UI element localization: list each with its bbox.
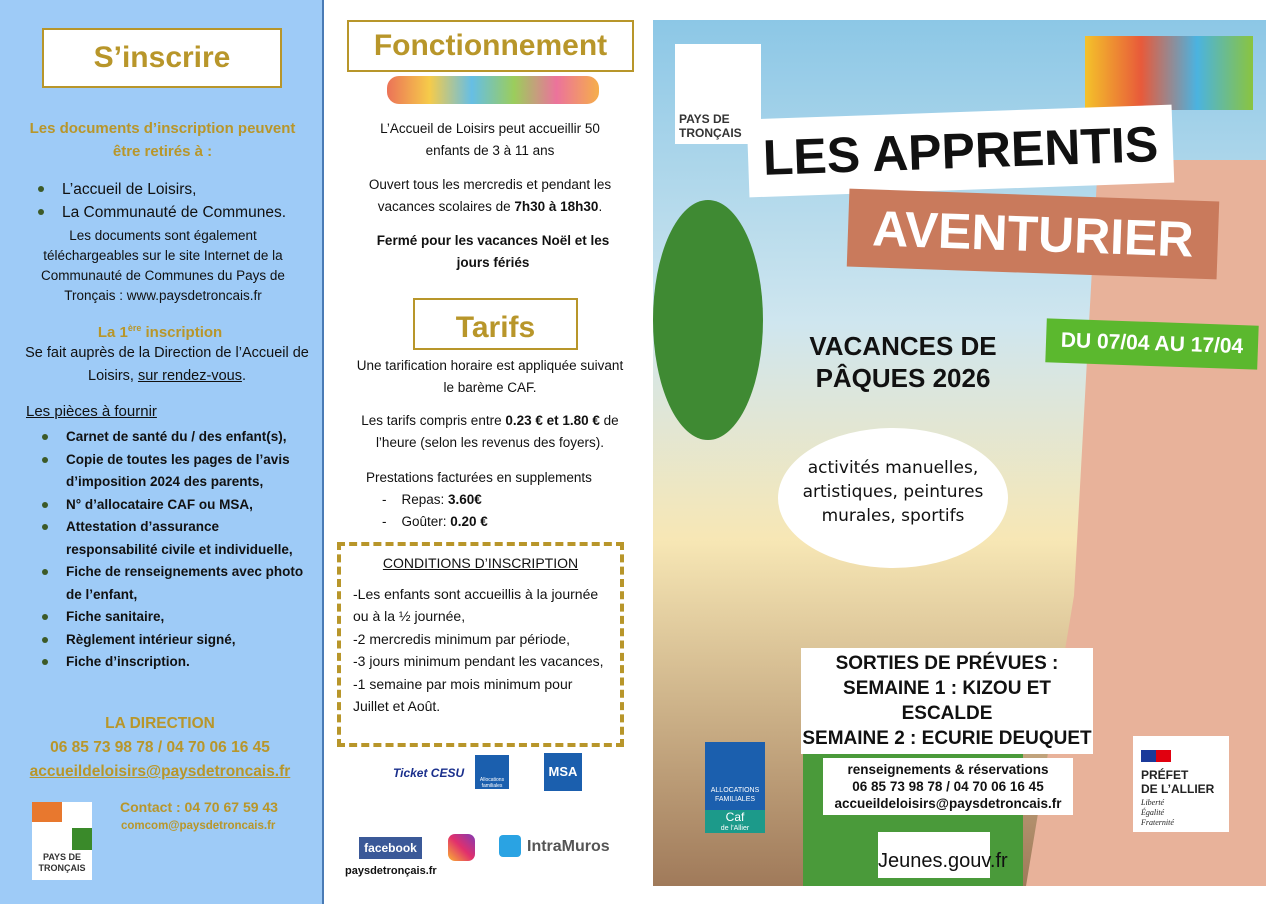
ticket-cesu-logo: Ticket CESU <box>393 766 465 780</box>
direction-title: LA DIRECTION <box>105 715 215 732</box>
opening-text: Ouvert tous les mercredis et pendant les vacances scolaires de 7h30 à 18h30. <box>368 177 612 214</box>
intramuros-icon[interactable] <box>499 835 521 857</box>
pieces-title: Les pièces à fournir <box>26 403 157 420</box>
fonctionnement-title: Fonctionnement <box>347 20 634 72</box>
instagram-icon[interactable] <box>448 834 475 861</box>
info-box <box>823 758 1073 815</box>
sorties-box <box>801 648 1093 754</box>
gouter-line: - Goûter: 0.20 € <box>382 514 488 529</box>
supplements-title: Prestations facturées en supplements <box>366 470 592 485</box>
poster-title-2: AVENTURIER <box>847 189 1219 280</box>
sorties-title: SORTIES DE PRÉVUES : <box>835 653 1059 674</box>
piece-item: Attestation d’assurance responsabilité civile et individuelle, <box>24 516 314 561</box>
piece-item: Fiche de renseignements avec photo de l’enfant, <box>24 561 314 606</box>
middle-panel <box>335 0 645 904</box>
vacances-title: VACANCES DE PÂQUES 2026 <box>809 331 997 393</box>
direction-email[interactable]: accueildeloisirs@paysdetroncais.fr <box>29 763 291 780</box>
condition-item: -Les enfants sont accueillis à la journée ou à la ½ journée, <box>353 585 599 624</box>
prefet-logo: PRÉFET DE L’ALLIER Liberté Égalité Fraternité <box>1133 736 1229 832</box>
conditions-box <box>337 542 624 747</box>
conditions-title: CONDITIONS D’INSCRIPTION <box>382 555 579 571</box>
piece-item: Fiche d’inscription. <box>24 651 314 674</box>
poster <box>653 20 1266 886</box>
closed-text: Fermé pour les vacances Noël et les jours fériés <box>376 233 610 270</box>
info-phone: 06 85 73 98 78 / 04 70 06 16 45 <box>852 779 1044 794</box>
piece-item: Carnet de santé du / des enfant(s), <box>24 426 314 449</box>
dates-badge: DU 07/04 AU 17/04 <box>1045 318 1258 369</box>
condition-item: -1 semaine par mois minimum pour Juillet et Août. <box>353 675 573 714</box>
poster-title-1: LES APPRENTIS <box>747 105 1174 198</box>
first-inscription-text: Se fait auprès de la Direction de l’Accueil de Loisirs, sur rendez-vous. <box>25 345 309 384</box>
tarif-range: Les tarifs compris entre 0.23 € et 1.80 € de l’heure (selon les revenus des foyers). <box>361 413 619 450</box>
activities-bubble: activités manuelles, artistiques, peintures murales, sportifs <box>778 428 1008 568</box>
condition-item: -3 jours minimum pendant les vacances, <box>353 653 604 669</box>
contact-phone: Contact : 04 70 67 59 43 <box>120 799 278 815</box>
place-item: L’accueil de Loisirs, <box>20 178 320 201</box>
documents-heading: Les documents d’inscription peuvent être retirés à : <box>29 120 296 160</box>
first-inscription-title: La 1ère inscription <box>97 323 223 341</box>
hands-image <box>1085 36 1253 110</box>
piece-item: Règlement intérieur signé, <box>24 629 314 652</box>
left-panel <box>0 0 324 904</box>
tarifs-title: Tarifs <box>413 298 578 350</box>
caf-logo: Allocations familiales <box>475 755 509 789</box>
caf-allier-logo: ALLOCATIONS FAMILIALES Caf de l’Allier <box>705 742 765 832</box>
hands-image <box>387 76 599 104</box>
tree-illustration <box>653 200 763 440</box>
piece-item: Fiche sanitaire, <box>24 606 314 629</box>
sinscrire-title: S’inscrire <box>42 28 282 88</box>
repas-line: - Repas: 3.60€ <box>382 492 482 507</box>
tarif-text: Une tarification horaire est appliquée suivant le barème CAF. <box>356 358 624 395</box>
sorties-week-2: SEMAINE 2 : ECURIE DEUQUET <box>802 728 1092 749</box>
info-title: renseignements & réservations <box>847 762 1049 777</box>
msa-logo: MSA <box>544 753 582 791</box>
place-item: La Communauté de Communes. <box>20 201 320 224</box>
jeunes-gouv-logo: Jeunes.gouv.fr <box>878 832 990 878</box>
direction-phone: 06 85 73 98 78 / 04 70 06 16 45 <box>50 739 270 756</box>
pays-de-troncais-logo: PAYS DE TRONÇAIS <box>32 802 92 880</box>
poster-brand-logo: PAYS DE TRONÇAIS <box>675 44 761 144</box>
facebook-icon[interactable]: facebook <box>359 837 422 859</box>
condition-item: -2 mercredis minimum par période, <box>353 630 571 647</box>
piece-item: N° d’allocataire CAF ou MSA, <box>24 494 314 517</box>
site-label: paysdetronçais.fr <box>345 865 437 877</box>
intramuros-label[interactable]: IntraMuros <box>527 838 610 855</box>
sorties-week-1: SEMAINE 1 : KIZOU ET ESCALDE <box>843 678 1051 724</box>
capacity-text: L’Accueil de Loisirs peut accueillir 50 enfants de 3 à 11 ans <box>380 121 600 158</box>
contact-email[interactable]: comcom@paysdetroncais.fr <box>121 820 276 832</box>
download-text: Les documents sont également téléchargeables sur le site Internet de la Communauté de Communes du Pays de Tronçais : www.paysdetroncais.fr <box>41 228 285 303</box>
info-email[interactable]: accueildeloisirs@paysdetroncais.fr <box>834 796 1062 811</box>
piece-item: Copie de toutes les pages de l’avis d’imposition 2024 des parents, <box>24 449 314 494</box>
